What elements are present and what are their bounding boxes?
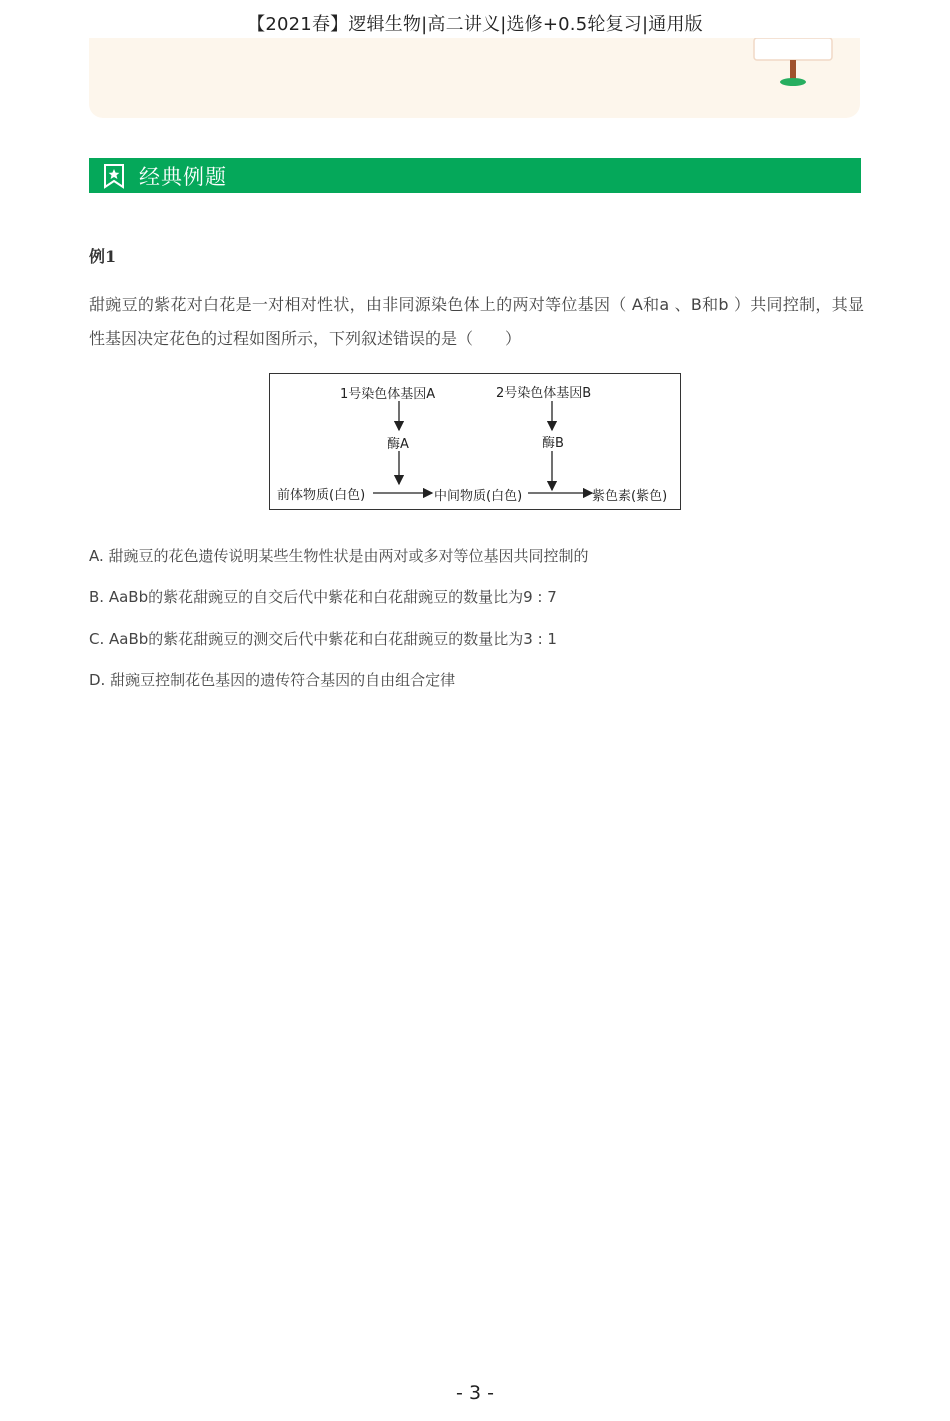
section-header-bar bbox=[89, 158, 861, 193]
precursor-label: 前体物质(白色) bbox=[277, 488, 366, 503]
example-label: 例1 bbox=[89, 247, 117, 266]
intermediate-label: 中间物质(白色) bbox=[434, 489, 523, 504]
question-text: 甜豌豆的紫花对白花是一对相对性状，由非同源染色体上的两对等位基因（ A和a 、B和b ）共同控制，其显性基因决定花色的过程如图所示，下列叙述错误的是（ ） bbox=[89, 295, 864, 348]
flower-color-pathway-diagram bbox=[269, 373, 681, 510]
enzyme-a-label: 酶A bbox=[387, 437, 409, 452]
gene-b-label: 2号染色体基因B bbox=[496, 386, 592, 401]
option-a: A. 甜豌豆的花色遗传说明某些生物性状是由两对或多对等位基因共同控制的 bbox=[89, 547, 589, 565]
option-b: B. AaBb的紫花甜豌豆的自交后代中紫花和白花甜豌豆的数量比为9 : 7 bbox=[89, 588, 557, 606]
gene-a-label: 1号染色体基因A bbox=[340, 387, 436, 402]
bookmark-star-icon bbox=[103, 163, 125, 189]
option-c: C. AaBb的紫花甜豌豆的测交后代中紫花和白花甜豌豆的数量比为3 : 1 bbox=[89, 630, 557, 648]
tip-box-background bbox=[89, 38, 860, 118]
enzyme-b-label: 酶B bbox=[542, 436, 564, 451]
section-title: 经典例题 bbox=[139, 164, 227, 189]
option-d: D. 甜豌豆控制花色基因的遗传符合基因的自由组合定律 bbox=[89, 671, 456, 689]
signpost-illustration-icon bbox=[752, 38, 842, 90]
final-product-label: 紫色素(紫色) bbox=[592, 489, 668, 504]
page-number: - 3 - bbox=[456, 1382, 494, 1404]
page-header-title: 【2021春】逻辑生物|高二讲义|选修+0.5轮复习|通用版 bbox=[247, 14, 703, 35]
